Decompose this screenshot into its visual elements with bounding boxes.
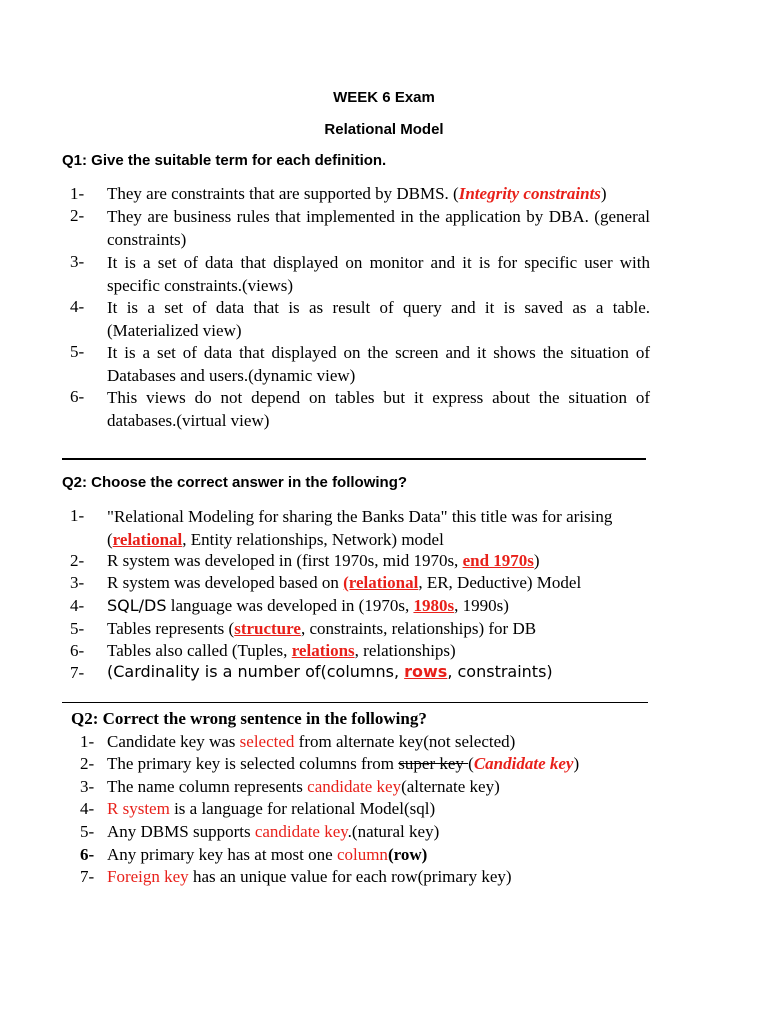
q2-item-4 [107, 596, 509, 616]
q3-item-4-wrong: R system [107, 799, 170, 818]
q2-item-1-rest: , Entity relationships, Network) model [182, 529, 444, 549]
q1-num-4: 4- [70, 297, 85, 316]
q2-item-4-prefix: SQL/DS [107, 596, 167, 615]
q1-item-1-answer: Integrity constraints [458, 184, 601, 203]
q3-item-4-rest: is a language for relational Model(sql) [169, 799, 436, 818]
q3-num-3: 3- [80, 777, 95, 796]
q3-num-5: 5- [80, 822, 95, 841]
q2-num-7: 7- [70, 663, 85, 682]
q2-item-1-open: ( [107, 529, 113, 549]
q3-num-7: 7- [80, 867, 95, 886]
q2-item-4-text: language was developed in (1970s, [166, 596, 414, 615]
q2-num-3: 3- [70, 573, 85, 592]
q3-num-4: 4- [80, 799, 95, 818]
q3-item-2-strike: super key [398, 754, 469, 773]
q2-num-1: 1- [70, 506, 85, 525]
q3-item-6-wrong: column [336, 845, 388, 864]
q2-item-5-rest: , constraints, relationships) for DB [300, 619, 537, 638]
q2-num-4: 4- [70, 596, 85, 615]
q2-item-2 [107, 551, 540, 571]
q3-item-7 [107, 867, 512, 887]
q2-item-7-text: (Cardinality is a number of(columns, [107, 662, 405, 681]
q1-item-1-text: They are constraints that are supported by DBMS. ( [107, 184, 459, 203]
q2-item-6-answer: relations [291, 641, 355, 660]
q2-item-5-answer: structure [234, 619, 301, 638]
q2-item-2-rest: ) [533, 551, 540, 570]
q3-item-7-wrong: Foreign key [107, 867, 189, 886]
q3-item-1-text: Candidate key was [107, 732, 240, 751]
q1-num-5: 5- [70, 342, 85, 361]
q3-item-3-text: The name column represents [107, 777, 308, 796]
q2-item-7 [107, 662, 553, 681]
q2-item-1 [107, 506, 652, 551]
page-subtitle: Relational Model [324, 121, 444, 138]
q3-item-2-answer: Candidate key [473, 754, 574, 773]
q1-item-4: It is a set of data that is as result of query and it is saved as a table. (Materialized view) [107, 298, 650, 340]
q3-item-1-wrong: selected [239, 732, 295, 751]
q3-item-5-rest: .(natural key) [347, 822, 440, 841]
q2-item-3 [107, 573, 581, 593]
q3-item-7-rest: has an unique value for each row(primary key) [188, 867, 512, 886]
q2-num-2: 2- [70, 551, 85, 570]
q3-item-2-text: The primary key is selected columns from [107, 754, 399, 773]
q2-item-2-text: R system was developed in (first 1970s, mid 1970s, [107, 551, 463, 570]
q3-item-5-text: Any DBMS supports [107, 822, 255, 841]
q3-item-3 [107, 777, 500, 797]
q1-item-6: This views do not depend on tables but it express about the situation of databases.(virtual view) [107, 388, 650, 430]
q2-item-3-text: R system was developed based on [107, 573, 344, 592]
q2-item-6-text: Tables also called (Tuples, [107, 641, 292, 660]
q1-num-6: 6- [70, 387, 85, 406]
q3-item-6-text: Any primary key has at most one [107, 845, 337, 864]
q1-item-2: They are business rules that implemented in the application by DBA. (general constraints) [107, 207, 650, 249]
section-divider [62, 458, 646, 460]
q3-item-2 [107, 754, 579, 774]
q2-num-6: 6- [70, 641, 85, 660]
q2-item-5-text: Tables represents ( [107, 619, 235, 638]
q1-item-1 [107, 184, 652, 204]
page-title: WEEK 6 Exam [333, 89, 435, 106]
q3-item-5-wrong: candidate key [254, 822, 348, 841]
q1-num-1: 1- [70, 184, 85, 203]
q2-item-4-rest: , 1990s) [454, 596, 509, 615]
q2-heading: Q2: Choose the correct answer in the following? [62, 474, 408, 491]
q2-item-2-answer: end 1970s [462, 551, 534, 570]
q2-item-3-answer: (relational [343, 573, 419, 592]
q1-item-5: It is a set of data that displayed on the screen and it shows the situation of Databases and users.(dynamic view) [107, 343, 650, 385]
q1-item-3: It is a set of data that displayed on monitor and it is for specific user with specific constraints.(views) [107, 253, 650, 295]
q2-item-6 [107, 641, 456, 661]
q3-item-1 [107, 732, 515, 752]
q3-item-3-wrong: candidate key [307, 777, 402, 796]
q2-num-5: 5- [70, 619, 85, 638]
q3-item-2-close: ) [573, 754, 580, 773]
q2-item-1-line2 [107, 529, 652, 552]
q3-item-4 [107, 799, 435, 819]
q1-num-3: 3- [70, 252, 85, 271]
q3-item-3-rest: (alternate key) [401, 777, 500, 796]
q1-num-2: 2- [70, 206, 85, 225]
q3-item-1-rest: from alternate key(not selected) [294, 732, 516, 751]
q2-item-1-line1: "Relational Modeling for sharing the Banks Data" this title was for arising [107, 507, 613, 526]
q3-item-6-rest: (row) [387, 845, 428, 864]
q3-num-6: 6- [80, 845, 95, 864]
q2-item-4-answer: 1980s [413, 596, 455, 615]
q3-item-5 [107, 822, 439, 842]
q2-item-1-answer: relational [112, 529, 183, 549]
q1-heading: Q1: Give the suitable term for each definition. [62, 152, 387, 169]
q2-item-6-rest: , relationships) [354, 641, 456, 660]
q2-item-7-answer: rows [404, 662, 448, 681]
q3-num-2: 2- [80, 754, 95, 773]
q2-item-5 [107, 619, 536, 639]
q1-item-1-close: ) [600, 184, 607, 203]
q3-num-1: 1- [80, 732, 95, 751]
q2-item-7-rest: , constraints) [447, 662, 553, 681]
section-divider-2 [62, 702, 648, 703]
q3-item-2-open: ( [468, 754, 474, 773]
q2-item-3-rest: , ER, Deductive) Model [418, 573, 582, 592]
q3-item-6 [107, 845, 427, 865]
q3-heading: Q2: Correct the wrong sentence in the following? [71, 709, 427, 728]
